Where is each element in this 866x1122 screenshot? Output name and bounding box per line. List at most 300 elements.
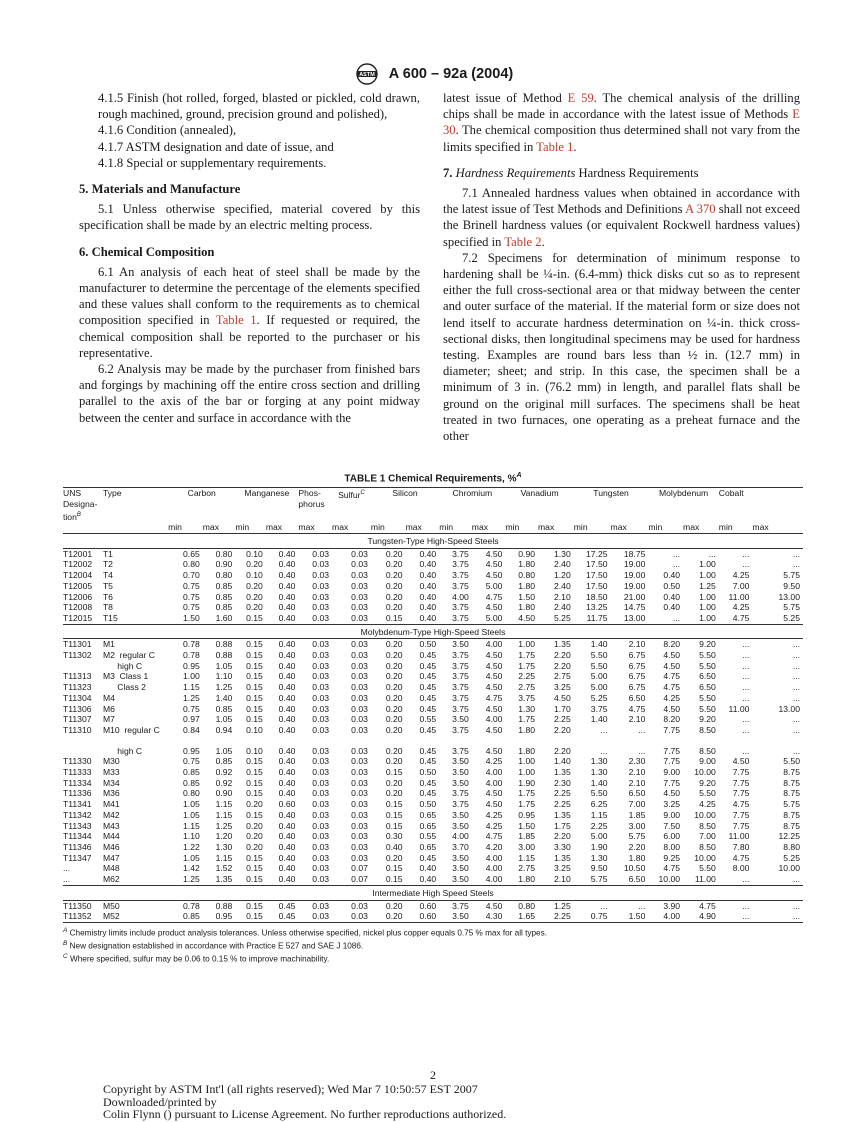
value-cell: 1.00: [518, 767, 536, 778]
type-cell: Class 2: [102, 682, 146, 693]
value-cell: 0.20: [385, 714, 403, 725]
value-cell: 0.15: [246, 777, 263, 788]
table-row: [63, 570, 803, 581]
a370-link[interactable]: A 370: [685, 202, 716, 217]
value-cell: 4.50: [485, 602, 503, 613]
value-cell: 10.00: [658, 874, 681, 885]
value-cell: ...: [792, 724, 800, 735]
value-cell: ...: [792, 714, 800, 725]
value-cell: 0.15: [246, 767, 263, 778]
value-cell: 9.20: [699, 639, 716, 650]
value-cell: 4.00: [485, 874, 503, 885]
minmax-label: min: [574, 522, 611, 533]
value-cell: 4.00: [485, 714, 503, 725]
table-row: [63, 559, 803, 570]
value-cell: 0.20: [385, 745, 403, 756]
value-cell: 5.00: [590, 682, 608, 693]
uns-cell: T11323: [63, 682, 92, 693]
value-cell: 4.50: [485, 745, 503, 756]
value-cell: 0.03: [351, 580, 368, 591]
item-4-1-5: 4.1.5 Finish (hot rolled, forged, blasted or pickled, cold drawn, rough machined, ground, precision ground and polished),: [98, 91, 420, 122]
value-cell: 0.90: [518, 548, 536, 559]
value-cell: 3.50: [452, 820, 469, 831]
value-cell: 6.75: [628, 660, 646, 671]
value-cell: 0.40: [419, 612, 437, 623]
value-cell: 0.65: [419, 841, 437, 852]
value-cell: 0.94: [215, 724, 233, 735]
value-cell: 5.25: [590, 692, 608, 703]
value-cell: ...: [792, 900, 800, 911]
value-cell: 0.20: [246, 602, 263, 613]
uns-cell: T12005: [63, 580, 93, 591]
minmax-label: max: [266, 522, 299, 533]
table-1-link[interactable]: Table 1: [215, 313, 257, 328]
value-cell: 2.25: [518, 671, 536, 682]
value-cell: 3.00: [628, 820, 646, 831]
value-cell: 0.20: [385, 548, 403, 559]
value-cell: 4.00: [452, 831, 469, 842]
value-cell: 0.03: [312, 863, 330, 874]
value-cell: 1.15: [215, 799, 233, 810]
value-cell: 3.75: [452, 745, 469, 756]
value-cell: ...: [792, 682, 800, 693]
value-cell: 0.75: [183, 591, 200, 602]
value-cell: 0.03: [351, 570, 368, 581]
value-cell: 11.00: [728, 831, 750, 842]
uns-cell: T12008: [63, 602, 93, 613]
value-cell: 4.50: [663, 788, 681, 799]
value-cell: 0.03: [351, 671, 368, 682]
value-cell: 0.40: [278, 874, 296, 885]
minmax-label: max: [406, 522, 440, 533]
uns-cell: T11344: [63, 831, 92, 842]
value-cell: 4.25: [732, 602, 750, 613]
value-cell: 0.92: [215, 767, 233, 778]
value-cell: 8.75: [783, 820, 800, 831]
value-cell: 0.03: [312, 703, 330, 714]
value-cell: 0.03: [351, 852, 368, 863]
type-cell: T6: [102, 591, 113, 602]
value-cell: 8.50: [699, 745, 716, 756]
value-cell: 1.80: [628, 852, 646, 863]
value-cell: 0.03: [312, 767, 330, 778]
value-cell: 0.20: [385, 559, 403, 570]
value-cell: 0.40: [278, 767, 296, 778]
value-cell: 9.50: [590, 863, 608, 874]
value-cell: 0.03: [351, 788, 368, 799]
value-cell: 3.75: [452, 671, 469, 682]
value-cell: 0.88: [215, 639, 233, 650]
value-cell: 1.85: [518, 831, 536, 842]
value-cell: 0.75: [183, 602, 200, 613]
table-row: [63, 671, 803, 682]
uns-cell: [63, 661, 103, 672]
value-cell: 3.25: [554, 682, 571, 693]
value-cell: 0.03: [312, 852, 330, 863]
value-cell: ...: [742, 559, 750, 570]
value-cell: 0.03: [312, 777, 330, 788]
value-cell: 5.50: [590, 788, 608, 799]
uns-cell: T11346: [63, 841, 92, 852]
uns-cell: T12006: [63, 591, 93, 602]
value-cell: 0.15: [385, 612, 403, 623]
table-row: [63, 900, 803, 911]
value-cell: 0.03: [312, 756, 330, 767]
value-cell: 18.75: [623, 548, 646, 559]
value-cell: 4.50: [485, 548, 503, 559]
value-cell: 1.85: [628, 809, 646, 820]
value-cell: 11.75: [586, 612, 608, 623]
value-cell: 3.30: [554, 841, 571, 852]
uns-cell: T11350: [63, 900, 92, 911]
value-cell: 0.15: [385, 799, 403, 810]
value-cell: 1.30: [590, 852, 608, 863]
table-row: [63, 756, 803, 767]
value-cell: ...: [672, 559, 681, 570]
value-cell: 1.42: [183, 863, 200, 874]
value-cell: 0.92: [215, 777, 233, 788]
table-title: TABLE 1 Chemical Requirements, %$^A$: [344, 472, 522, 485]
value-cell: 0.45: [419, 703, 437, 714]
col-uns: UNS Designa- tion$^B$: [63, 488, 103, 522]
value-cell: 1.30: [590, 756, 608, 767]
value-cell: 0.15: [385, 767, 403, 778]
value-cell: 0.03: [312, 548, 330, 559]
type-cell: T15: [102, 612, 118, 623]
type-cell: T8: [102, 602, 113, 613]
value-cell: 0.15: [246, 692, 263, 703]
value-cell: 0.20: [371, 911, 406, 922]
value-cell: 0.45: [419, 724, 437, 735]
value-cell: 0.20: [385, 639, 403, 650]
type-cell: T5: [102, 580, 113, 591]
value-cell: 3.75: [452, 660, 469, 671]
value-cell: 0.15: [246, 682, 263, 693]
value-cell: 0.20: [385, 650, 403, 661]
value-cell: 0.60: [406, 911, 440, 922]
type-cell: M30: [102, 756, 120, 767]
value-cell: 7.80: [732, 841, 750, 852]
value-cell: 0.40: [663, 602, 681, 613]
table-row: [63, 661, 803, 672]
value-cell: 0.95: [518, 809, 536, 820]
value-cell: ...: [792, 671, 800, 682]
value-cell: 0.20: [246, 591, 263, 602]
value-cell: 0.45: [419, 852, 437, 863]
value-cell: 0.80: [183, 559, 200, 570]
value-cell: ...: [742, 874, 750, 885]
value-cell: 4.50: [485, 900, 503, 911]
value-cell: 4.50: [485, 703, 503, 714]
value-cell: 0.40: [419, 580, 437, 591]
value-cell: 0.40: [278, 639, 296, 650]
value-cell: 0.40: [278, 602, 296, 613]
col-type: Type: [103, 488, 168, 522]
type-cell: T4: [102, 570, 113, 581]
para-5-1: 5.1 Unless otherwise specified, material covered by this specification shall be made by an electric melting process.: [79, 202, 420, 233]
value-cell: 0.40: [278, 580, 296, 591]
value-cell: 0.15: [246, 788, 263, 799]
value-cell: 0.07: [351, 874, 368, 885]
value-cell: 0.10: [246, 548, 263, 559]
value-cell: 0.20: [385, 777, 403, 788]
value-cell: 7.75: [732, 788, 750, 799]
type-cell: M47: [102, 852, 120, 863]
value-cell: 4.50: [518, 612, 536, 623]
value-cell: 5.50: [699, 650, 716, 661]
value-cell: 0.55: [419, 714, 437, 725]
minmax-label: min: [235, 522, 265, 533]
value-cell: 1.25: [215, 820, 233, 831]
value-cell: 0.20: [246, 820, 263, 831]
value-cell: 0.85: [168, 911, 203, 922]
value-cell: 0.03: [312, 788, 330, 799]
table-2-link[interactable]: Table 2: [504, 234, 542, 249]
value-cell: 5.25: [783, 612, 800, 623]
value-cell: 4.75: [663, 682, 681, 693]
value-cell: 0.03: [351, 559, 368, 570]
minmax-label: min: [719, 522, 753, 533]
value-cell: ...: [742, 660, 750, 671]
value-cell: 0.50: [419, 767, 437, 778]
value-cell: 0.15: [246, 714, 263, 725]
value-cell: 4.50: [485, 799, 503, 810]
value-cell: ...: [742, 639, 750, 650]
table-note: $^B$ New designation established in accordance with Practice E 527 and SAE J 1086.: [63, 940, 364, 951]
minmax-label: max: [683, 522, 719, 533]
value-cell: 0.15: [385, 863, 403, 874]
value-cell: ...: [792, 692, 800, 703]
e30-link[interactable]: E 30: [443, 107, 800, 138]
value-cell: 9.20: [699, 777, 716, 788]
value-cell: 0.40: [278, 756, 296, 767]
value-cell: 2.25: [554, 714, 571, 725]
value-cell: 4.00: [485, 852, 503, 863]
value-cell: 18.50: [586, 591, 608, 602]
uns-cell: T11342: [63, 809, 92, 820]
table-note: $^C$ Where specified, sulfur may be 0.06 to 0.15 % to improve machinability.: [63, 953, 330, 965]
value-cell: 0.20: [385, 788, 403, 799]
value-cell: 8.75: [783, 777, 800, 788]
value-cell: 13.00: [623, 612, 646, 623]
para-7-1: 7.1 Annealed hardness values when obtained in accordance with the latest issue of Test Methods and Definitions A 370 shall not exceed the Brinell hardness values (or equivalent Rockwell hardness values) specified in Table 2.: [443, 186, 800, 249]
value-cell: 1.00: [699, 559, 716, 570]
value-cell: 0.10: [246, 570, 263, 581]
value-cell: 2.25: [554, 799, 571, 810]
value-cell: 4.00: [485, 777, 503, 788]
value-cell: 4.75: [485, 831, 503, 842]
value-cell: 0.40: [663, 591, 681, 602]
value-cell: 1.40: [590, 714, 608, 725]
value-cell: 0.88: [215, 900, 233, 911]
minmax-label: min: [371, 522, 406, 533]
value-cell: ...: [742, 900, 750, 911]
value-cell: 3.75: [452, 900, 469, 911]
value-cell: 8.50: [699, 724, 716, 735]
type-cell: M2 regular C: [102, 650, 155, 661]
value-cell: 0.45: [419, 660, 437, 671]
value-cell: 0.15: [246, 671, 263, 682]
value-cell: 8.20: [663, 639, 681, 650]
value-cell: 0.03: [351, 703, 368, 714]
value-cell: 1.15: [590, 809, 608, 820]
value-cell: 0.45: [419, 788, 437, 799]
value-cell: 0.15: [385, 874, 403, 885]
value-cell: 0.20: [385, 591, 403, 602]
value-cell: 4.75: [663, 863, 681, 874]
value-cell: ...: [742, 714, 750, 725]
col-sulfur: Sulfur$^C$: [332, 488, 371, 522]
value-cell: 0.40: [419, 602, 437, 613]
value-cell: 5.25: [783, 852, 800, 863]
value-cell: 4.20: [485, 841, 503, 852]
uns-cell: T12004: [63, 570, 93, 581]
value-cell: 0.80: [518, 570, 536, 581]
value-cell: 4.30: [472, 911, 506, 922]
value-cell: 1.15: [518, 852, 536, 863]
value-cell: 3.50: [452, 714, 469, 725]
value-cell: 0.03: [351, 548, 368, 559]
type-cell: M42: [102, 809, 120, 820]
value-cell: 2.20: [554, 745, 571, 756]
value-cell: 4.50: [663, 650, 681, 661]
value-cell: 0.20: [385, 756, 403, 767]
value-cell: 0.20: [385, 602, 403, 613]
value-cell: ...: [752, 911, 803, 922]
uns-cell: T12002: [63, 559, 93, 570]
value-cell: 10.50: [623, 863, 646, 874]
value-cell: 0.03: [351, 841, 368, 852]
value-cell: 0.15: [246, 650, 263, 661]
value-cell: 0.40: [419, 874, 437, 885]
value-cell: 0.45: [419, 745, 437, 756]
value-cell: 8.75: [783, 767, 800, 778]
value-cell: 0.15: [246, 809, 263, 820]
minmax-label: min: [439, 522, 472, 533]
value-cell: 4.25: [485, 809, 503, 820]
value-cell: 1.05: [183, 852, 200, 863]
value-cell: 0.20: [385, 570, 403, 581]
value-cell: 0.40: [419, 591, 437, 602]
value-cell: 0.85: [183, 767, 200, 778]
value-cell: 0.40: [278, 548, 296, 559]
table-notes: [63, 926, 803, 966]
value-cell: 1.75: [518, 788, 536, 799]
value-cell: 2.10: [628, 639, 646, 650]
value-cell: 0.20: [385, 660, 403, 671]
value-cell: 0.40: [419, 863, 437, 874]
value-cell: 10.00: [694, 809, 716, 820]
value-cell: 0.15: [246, 874, 263, 885]
value-cell: ...: [638, 900, 646, 911]
value-cell: 0.20: [385, 671, 403, 682]
value-cell: 0.03: [312, 639, 330, 650]
value-cell: ...: [742, 548, 750, 559]
copyright-notice: [103, 1083, 506, 1121]
value-cell: 0.15: [246, 639, 263, 650]
uns-cell: T11341: [63, 799, 92, 810]
table-1-link[interactable]: Table 1: [536, 139, 574, 154]
value-cell: 1.80: [518, 724, 536, 735]
value-cell: 5.50: [590, 660, 608, 671]
type-cell: M48: [102, 863, 120, 874]
value-cell: 1.52: [215, 863, 233, 874]
minmax-label: min: [648, 522, 683, 533]
value-cell: 0.85: [183, 777, 200, 788]
downloaded-line: Downloaded/printed by: [103, 1094, 217, 1109]
uns-cell: T11334: [63, 777, 92, 788]
value-cell: 0.75: [183, 703, 200, 714]
col-carbon: Carbon: [168, 488, 235, 522]
e59-link[interactable]: E 59: [567, 91, 594, 105]
value-cell: 4.50: [485, 682, 503, 693]
value-cell: 1.05: [215, 660, 233, 671]
table-row: [63, 714, 803, 725]
value-cell: 1.40: [554, 756, 571, 767]
value-cell: 1.50: [611, 911, 649, 922]
value-cell: 1.30: [590, 767, 608, 778]
value-cell: 0.15: [385, 809, 403, 820]
value-cell: 8.75: [783, 788, 800, 799]
value-cell: 1.00: [518, 639, 536, 650]
value-cell: 1.75: [518, 714, 536, 725]
value-cell: 6.50: [699, 671, 716, 682]
value-cell: 19.00: [623, 580, 646, 591]
value-cell: 0.03: [312, 724, 330, 735]
value-cell: 4.90: [683, 911, 719, 922]
value-cell: 0.65: [183, 548, 200, 559]
value-cell: 3.75: [452, 703, 469, 714]
value-cell: 0.03: [312, 591, 330, 602]
value-cell: ...: [792, 745, 800, 756]
value-cell: ...: [638, 745, 646, 756]
value-cell: 1.25: [699, 580, 716, 591]
value-cell: 17.50: [586, 570, 608, 581]
value-cell: 0.15: [246, 612, 263, 623]
value-cell: 9.20: [699, 714, 716, 725]
value-cell: 9.25: [663, 852, 681, 863]
uns-cell: T11306: [63, 703, 92, 714]
value-cell: 8.75: [783, 809, 800, 820]
value-cell: 0.03: [351, 602, 368, 613]
section-title-row: [63, 885, 803, 900]
value-cell: 4.00: [485, 639, 503, 650]
value-cell: 3.75: [452, 580, 469, 591]
value-cell: 1.90: [518, 777, 536, 788]
table-row: [63, 613, 803, 624]
col-phosphorus: Phos- phorus: [298, 488, 332, 522]
value-cell: 3.75: [452, 724, 469, 735]
item-4-1-7: 4.1.7 ASTM designation and date of issue, and: [98, 139, 334, 154]
value-cell: 13.25: [586, 602, 608, 613]
value-cell: ...: [600, 724, 608, 735]
value-cell: 0.15: [385, 820, 403, 831]
value-cell: 2.75: [518, 682, 536, 693]
value-cell: 13.00: [778, 591, 800, 602]
value-cell: 1.35: [554, 639, 571, 650]
value-cell: ...: [792, 874, 800, 885]
table-row: [63, 682, 803, 693]
type-cell: M4: [102, 692, 115, 703]
value-cell: 5.00: [590, 671, 608, 682]
value-cell: 0.03: [351, 745, 368, 756]
value-cell: 4.75: [485, 591, 503, 602]
value-cell: 3.50: [439, 911, 472, 922]
value-cell: 0.50: [419, 799, 437, 810]
value-cell: 0.03: [312, 745, 330, 756]
value-cell: 0.97: [183, 714, 200, 725]
value-cell: 2.25: [538, 911, 574, 922]
